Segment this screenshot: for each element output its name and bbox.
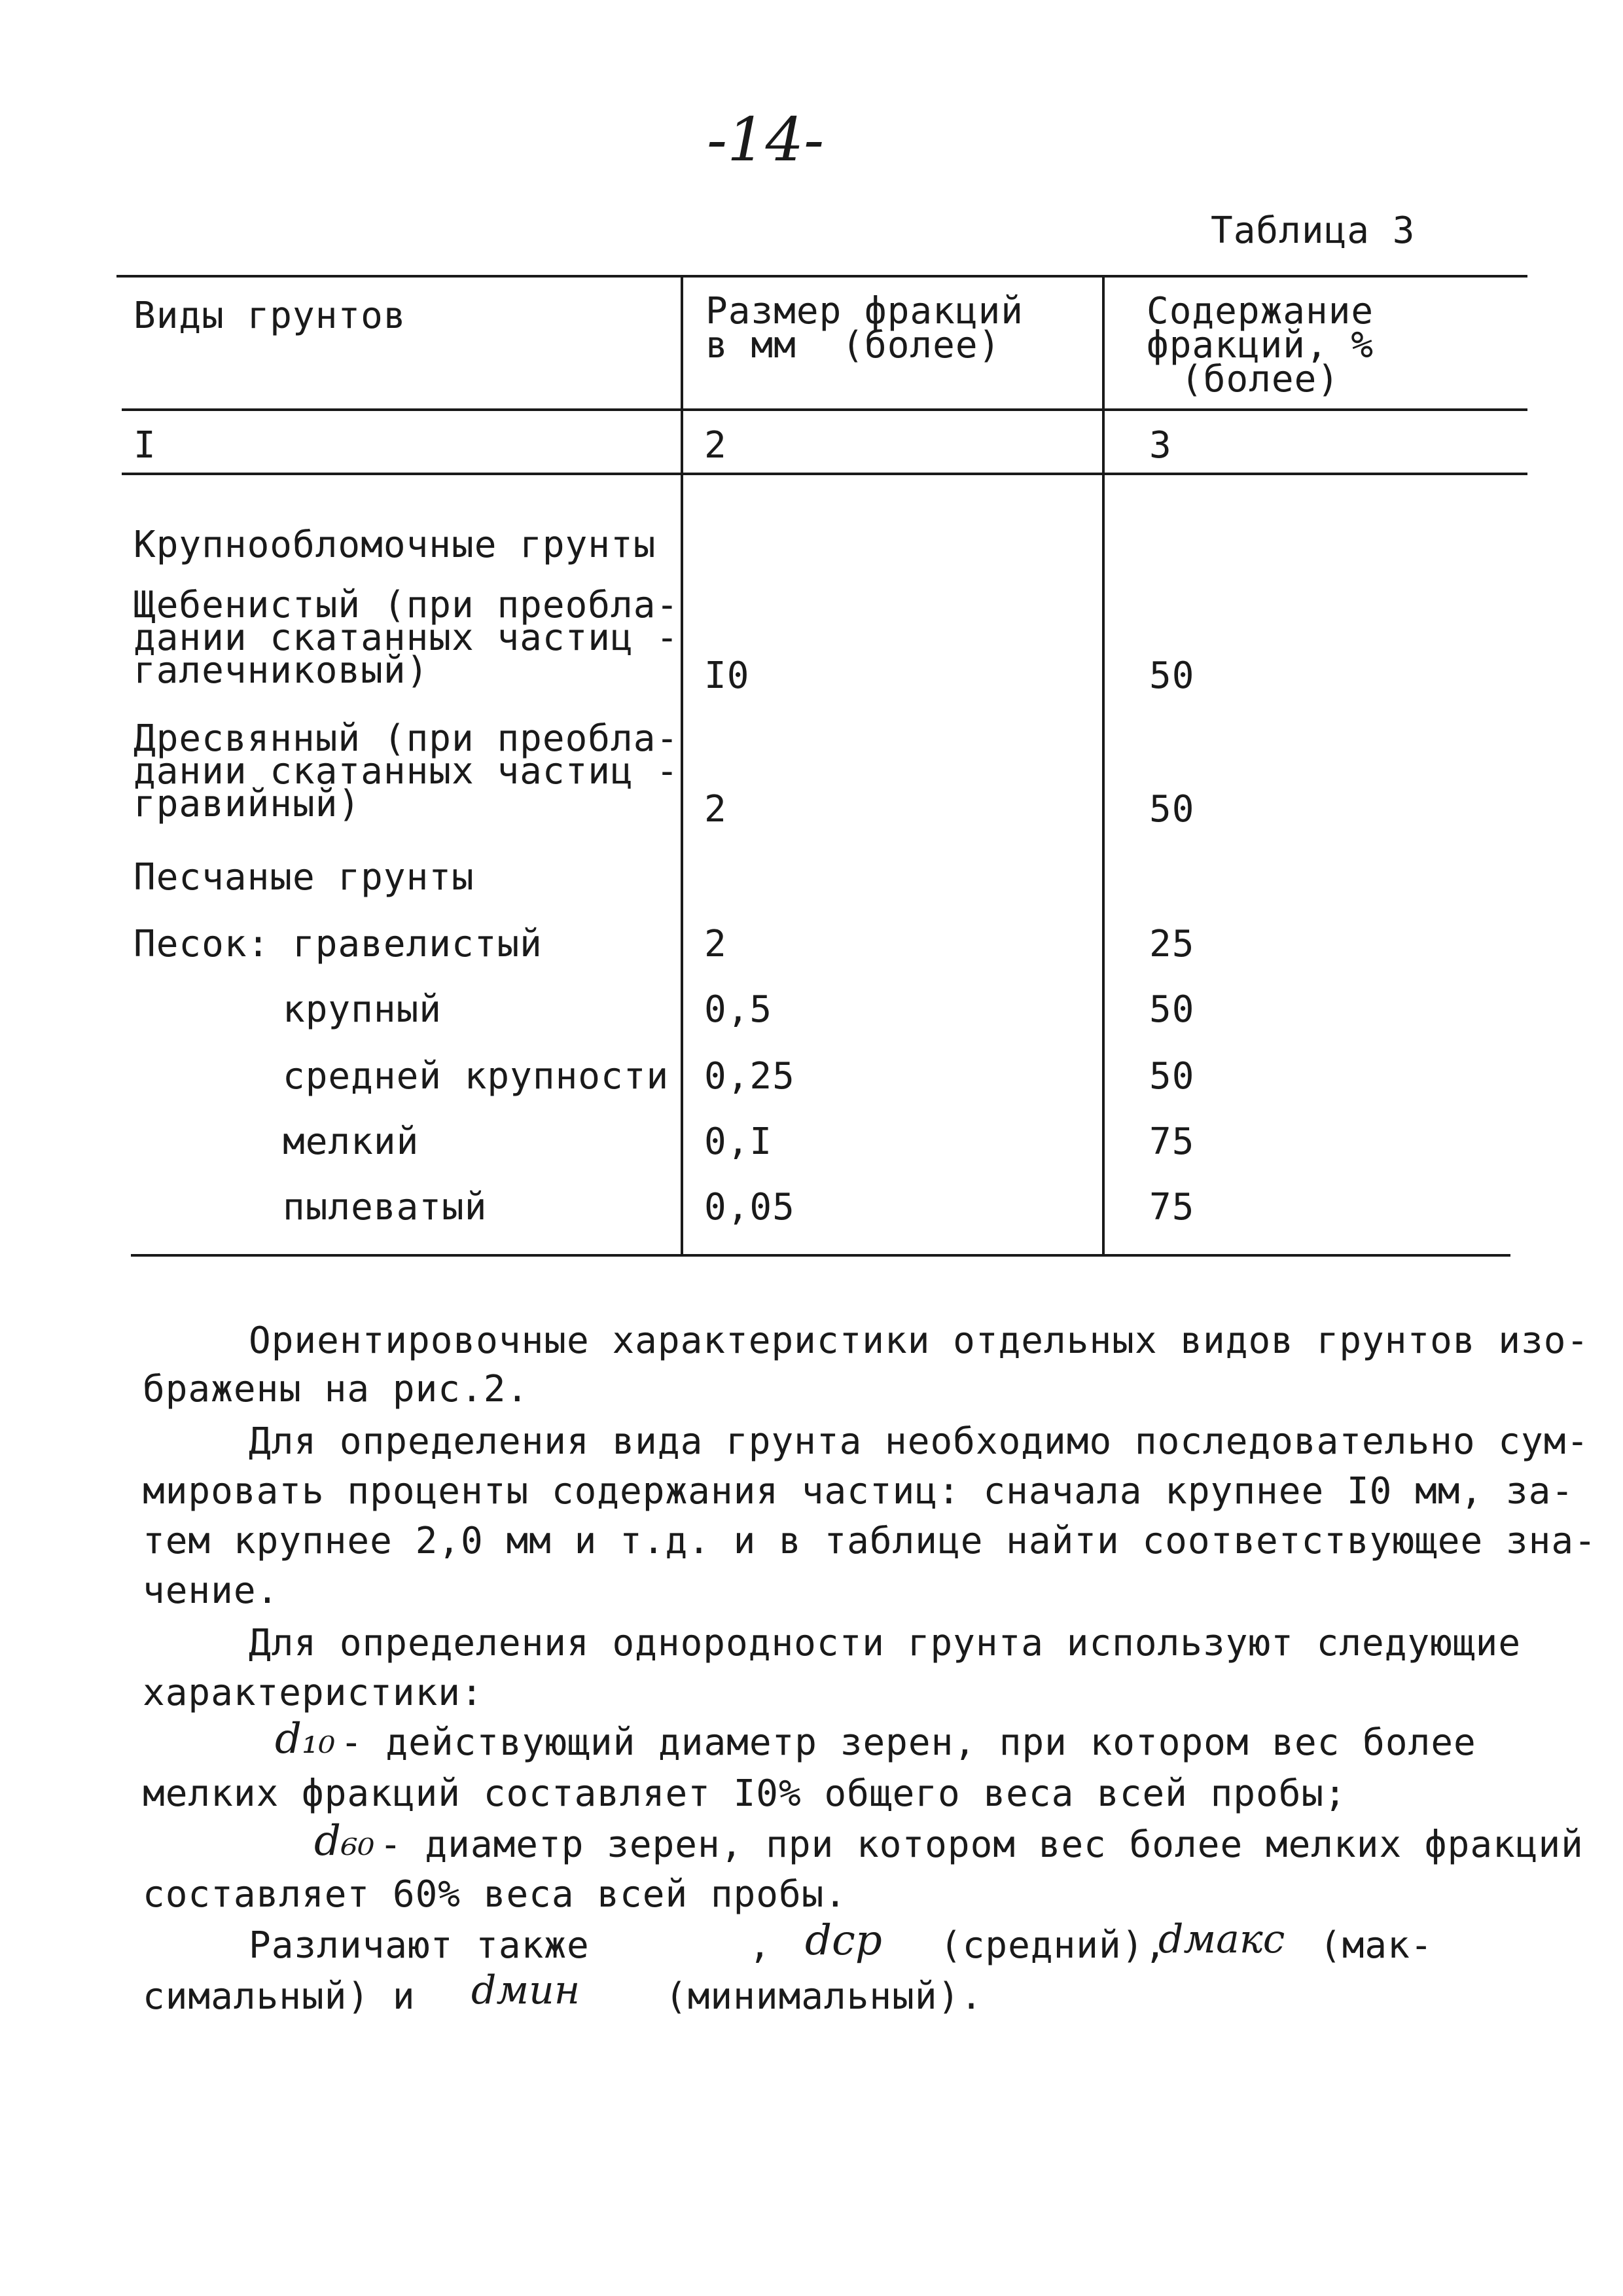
d10-line-1: - действующий диаметр зерен, при котором вес более [340, 1721, 1476, 1764]
dmax-symbol: dмакс [1158, 1916, 1285, 1962]
d60-symbol: d₆₀ [314, 1817, 375, 1865]
row-size-silty-sand: 0,05 [704, 1186, 795, 1229]
paragraph-2-line-3: тем крупнее 2,0 мм и т.д. и в таблице найти соответствующее зна- [143, 1520, 1597, 1562]
header-soil-types: Виды грунтов [134, 295, 406, 337]
d60-line-1: - диаметр зерен, при котором вес более мелких фракций [380, 1823, 1584, 1866]
header-bottom-rule [122, 408, 1527, 411]
paragraph-2-line-2: мировать проценты содержания частиц: сначала крупнее I0 мм, за- [143, 1470, 1575, 1513]
row-content-grus: 50 [1149, 788, 1195, 831]
row-size-medium-sand: 0,25 [704, 1055, 795, 1098]
paragraph-5-end: (минимальный). [665, 1975, 984, 2018]
paragraph-4-comma: , [749, 1924, 772, 1967]
column-number-2: 2 [704, 424, 727, 467]
paragraph-2-line-1: Для определения вида грунта необходимо последовательно сум- [249, 1420, 1590, 1463]
group-title-coarse: Крупнообломочные грунты [134, 524, 656, 566]
table-bottom-rule [131, 1254, 1510, 1257]
column-number-3: 3 [1149, 424, 1172, 467]
row-size-crushed-stone: I0 [704, 655, 750, 697]
row-content-coarse-sand: 50 [1149, 988, 1195, 1031]
row-size-gravelly: 2 [704, 923, 727, 965]
row-label-crushed-stone: Щебенистый (при преобла- дании скатанных частиц - галечниковый) [134, 584, 679, 692]
group-title-sandy: Песчаные грунты [134, 856, 474, 899]
row-label-fine-sand: мелкий [283, 1121, 419, 1163]
header-fraction-content: Содержание фракций, % (более) [1147, 290, 1374, 401]
column-numbers-rule [122, 473, 1527, 475]
row-label-grus: Дресвянный (при преобла- дании скатанных частиц - гравийный) [134, 717, 679, 825]
row-content-gravelly: 25 [1149, 923, 1195, 965]
row-size-grus: 2 [704, 788, 727, 831]
d10-line-2: мелких фракций составляет I0% общего веса всей пробы; [143, 1772, 1347, 1815]
row-label-coarse-sand: крупный [283, 988, 442, 1031]
dcp-symbol: dср [805, 1916, 882, 1965]
d10-symbol: d₁₀ [275, 1715, 336, 1763]
dmin-symbol: dмин [471, 1967, 580, 2013]
row-content-crushed-stone: 50 [1149, 655, 1195, 697]
paragraph-1-line-2: бражены на рис.2. [143, 1368, 529, 1410]
row-size-fine-sand: 0,I [704, 1121, 773, 1163]
page-number: -14- [707, 105, 825, 175]
d60-line-2: составляет 60% веса всей пробы. [143, 1873, 847, 1916]
column-number-1: I [134, 424, 156, 467]
paragraph-4-start: Различают также [249, 1924, 590, 1967]
row-size-coarse-sand: 0,5 [704, 988, 773, 1031]
paragraph-3-line-2: характеристики: [143, 1672, 484, 1714]
paragraph-2-line-4: чение. [143, 1570, 279, 1612]
paragraph-4-mid: (средний), [940, 1924, 1168, 1967]
table-top-rule [116, 275, 1527, 278]
column-divider-2 [1102, 278, 1105, 1255]
row-label-gravelly: Песок: гравелистый [134, 923, 543, 965]
row-content-medium-sand: 50 [1149, 1055, 1195, 1098]
paragraph-3-line-1: Для определения однородности грунта используют следующие [249, 1622, 1522, 1664]
row-label-medium-sand: средней крупности [283, 1055, 669, 1098]
header-fraction-size: Размер фракций в мм (более) [705, 290, 1024, 367]
column-divider-1 [681, 278, 683, 1255]
paragraph-4-end: (мак- [1319, 1924, 1433, 1967]
row-content-silty-sand: 75 [1149, 1186, 1195, 1229]
table-caption: Таблица 3 [1211, 209, 1416, 252]
paragraph-1-line-1: Ориентировочные характеристики отдельных видов грунтов изо- [249, 1319, 1590, 1362]
row-label-silty-sand: пылеватый [283, 1186, 488, 1229]
paragraph-5-start: симальный) и [143, 1975, 416, 2018]
row-content-fine-sand: 75 [1149, 1121, 1195, 1163]
